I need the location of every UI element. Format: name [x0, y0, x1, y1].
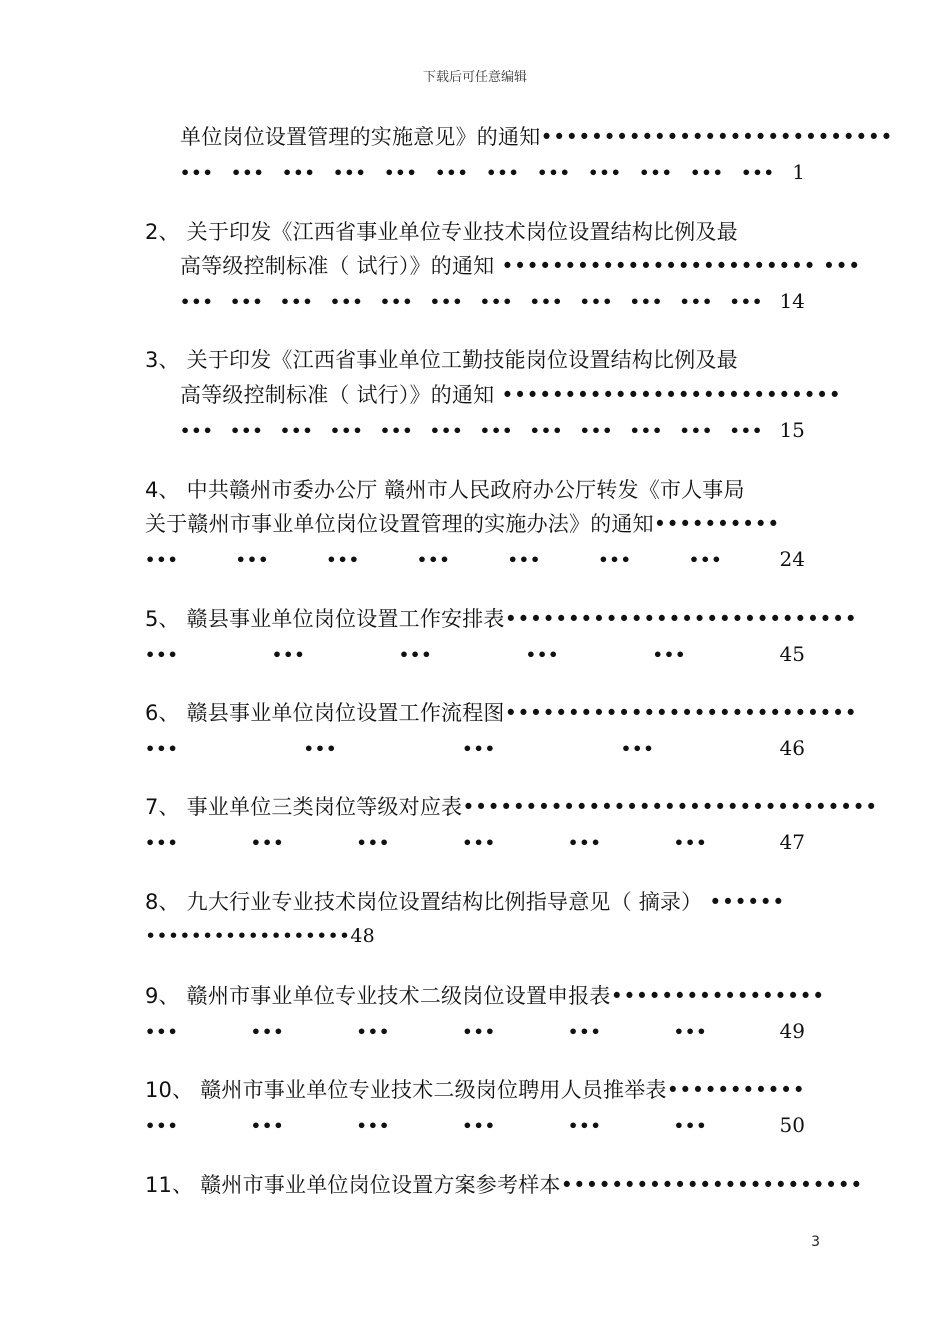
dot-group: ••• [690, 162, 724, 182]
dot-group: ••• [479, 420, 514, 440]
dot-group: ••• [250, 1115, 285, 1135]
dot-group: ••• [145, 549, 179, 569]
toc-leader-row [145, 639, 805, 669]
dot-group: ••• [356, 1115, 391, 1135]
toc-page-number: 50 [779, 1113, 805, 1137]
dot-group: ••• [416, 549, 451, 569]
dot-group: ••• [462, 832, 496, 852]
dot-group: ••• [435, 162, 469, 182]
toc-leader-row [145, 733, 805, 763]
page-number: 3 [811, 1234, 820, 1250]
dot-group: ••• [529, 291, 564, 311]
dot-group: ••• [629, 420, 664, 440]
dot-group: ••• [568, 1021, 602, 1041]
toc-entry-text: 7、 事业单位三类岗位等级对应表••••••••••••••••••••••••••••••••• [145, 795, 878, 819]
dot-group: ••• [229, 291, 264, 311]
dot-group: ••• [145, 1021, 179, 1041]
dot-group: ••• [507, 549, 542, 569]
dot-group: ••• [145, 832, 179, 852]
dot-group: ••• [250, 832, 285, 852]
dot-group: ••• [326, 549, 360, 569]
dot-group: ••• [679, 420, 714, 440]
dot-group: ••• [398, 644, 433, 664]
dot-group: ••• [180, 291, 214, 311]
toc-page-number: 15 [779, 418, 805, 442]
toc-entry-text: 高等级控制标准（ 试行）》的通知 ••••••••••••••••••••••••• ••• [180, 254, 861, 278]
toc-page-number: 1 [792, 160, 805, 184]
dot-group: ••• [231, 162, 265, 182]
dot-group: ••• [729, 420, 764, 440]
dot-group: ••• [229, 420, 264, 440]
dot-group: ••• [568, 832, 602, 852]
toc-entry-text: 5、 赣县事业单位岗位设置工作安排表•••••••••••••••••••••••••••• [145, 607, 858, 631]
toc-leader-row [145, 827, 805, 857]
dot-group: ••• [529, 420, 564, 440]
dot-group: ••• [356, 832, 391, 852]
dot-group: ••• [741, 162, 775, 182]
dot-group: ••• [333, 162, 367, 182]
dot-group: ••• [486, 162, 520, 182]
toc-page-number: 14 [779, 289, 805, 313]
toc-page-number: 45 [779, 642, 805, 666]
toc-entry-text: 2、 关于印发《江西省事业单位专业技术岗位设置结构比例及最 [145, 220, 738, 244]
dot-group: ••• [145, 644, 179, 664]
dot-group: ••• [673, 1021, 708, 1041]
dot-group: ••• [329, 291, 364, 311]
dot-group: ••• [145, 738, 179, 758]
toc-entry-text: 11、 赣州市事业单位岗位设置方案参考样本•••••••••••••••••••••••• [145, 1173, 863, 1197]
dot-group: ••• [479, 291, 514, 311]
dot-group: ••• [579, 420, 614, 440]
toc-entry-text: 关于赣州市事业单位岗位设置管理的实施办法》的通知•••••••••• [145, 512, 780, 536]
dot-group: ••• [688, 549, 723, 569]
dot-group: ••• [271, 644, 306, 664]
dot-group: ••• [620, 738, 655, 758]
dot-group: ••• [598, 549, 632, 569]
dot-group: ••• [379, 420, 414, 440]
toc-leader-row [180, 157, 805, 187]
dot-group: ••• [462, 1021, 496, 1041]
dot-group: ••• [279, 291, 314, 311]
toc-page-number: 46 [779, 736, 805, 760]
dot-group: ••• [429, 420, 464, 440]
toc-leader-row [145, 1110, 805, 1140]
dot-group: ••• [579, 291, 614, 311]
toc-entry-text: 8、 九大行业专业技术岗位设置结构比例指导意见（ 摘录） •••••• [145, 890, 785, 914]
dot-group: ••• [279, 420, 314, 440]
dot-group: ••• [145, 1115, 179, 1135]
dot-group: ••• [673, 832, 708, 852]
toc-entry-text: 4、 中共赣州市委办公厅 赣州市人民政府办公厅转发《市人事局 [145, 478, 745, 502]
toc-entry-text: 单位岗位设置管理的实施意见》的通知•••••••••••••••••••••••••••• [180, 125, 893, 149]
toc-leader-row [145, 544, 805, 574]
dot-group: ••• [629, 291, 664, 311]
toc-entry-text: 9、 赣州市事业单位专业技术二级岗位设置申报表••••••••••••••••• [145, 984, 825, 1008]
dot-group: ••• [429, 291, 464, 311]
dot-group: ••• [537, 162, 571, 182]
toc-page-number: 49 [779, 1019, 805, 1043]
dot-group: ••• [329, 420, 364, 440]
page-header: 下载后可任意编辑 [422, 70, 527, 85]
dot-group: ••• [729, 291, 764, 311]
toc-leader-row [180, 286, 805, 316]
toc-leader-row [145, 1016, 805, 1046]
dot-group: ••• [525, 644, 560, 664]
toc-page-number: 47 [779, 830, 805, 854]
dot-group: ••• [303, 738, 338, 758]
dot-group: ••• [356, 1021, 391, 1041]
toc-entry-text: 3、 关于印发《江西省事业单位工勤技能岗位设置结构比例及最 [145, 348, 738, 372]
toc-entry-text: ••••••••••••••••••48 [145, 925, 375, 947]
toc-entry-text: 高等级控制标准（ 试行）》的通知 ••••••••••••••••••••••••••• [180, 383, 842, 407]
dot-group: ••• [679, 291, 714, 311]
toc-page-number: 24 [779, 547, 805, 571]
toc-entry-text: 6、 赣县事业单位岗位设置工作流程图•••••••••••••••••••••••••••• [145, 701, 858, 725]
dot-group: ••• [673, 1115, 708, 1135]
toc-leader-row [180, 415, 805, 445]
dot-group: ••• [180, 420, 214, 440]
dot-group: ••• [652, 644, 687, 664]
toc-entry-text: 10、 赣州市事业单位专业技术二级岗位聘用人员推举表••••••••••• [145, 1078, 806, 1102]
dot-group: ••• [462, 738, 496, 758]
dot-group: ••• [282, 162, 316, 182]
dot-group: ••• [588, 162, 622, 182]
dot-group: ••• [250, 1021, 285, 1041]
dot-group: ••• [568, 1115, 602, 1135]
dot-group: ••• [384, 162, 418, 182]
dot-group: ••• [462, 1115, 496, 1135]
dot-group: ••• [180, 162, 214, 182]
dot-group: ••• [235, 549, 270, 569]
dot-group: ••• [379, 291, 414, 311]
dot-group: ••• [639, 162, 673, 182]
